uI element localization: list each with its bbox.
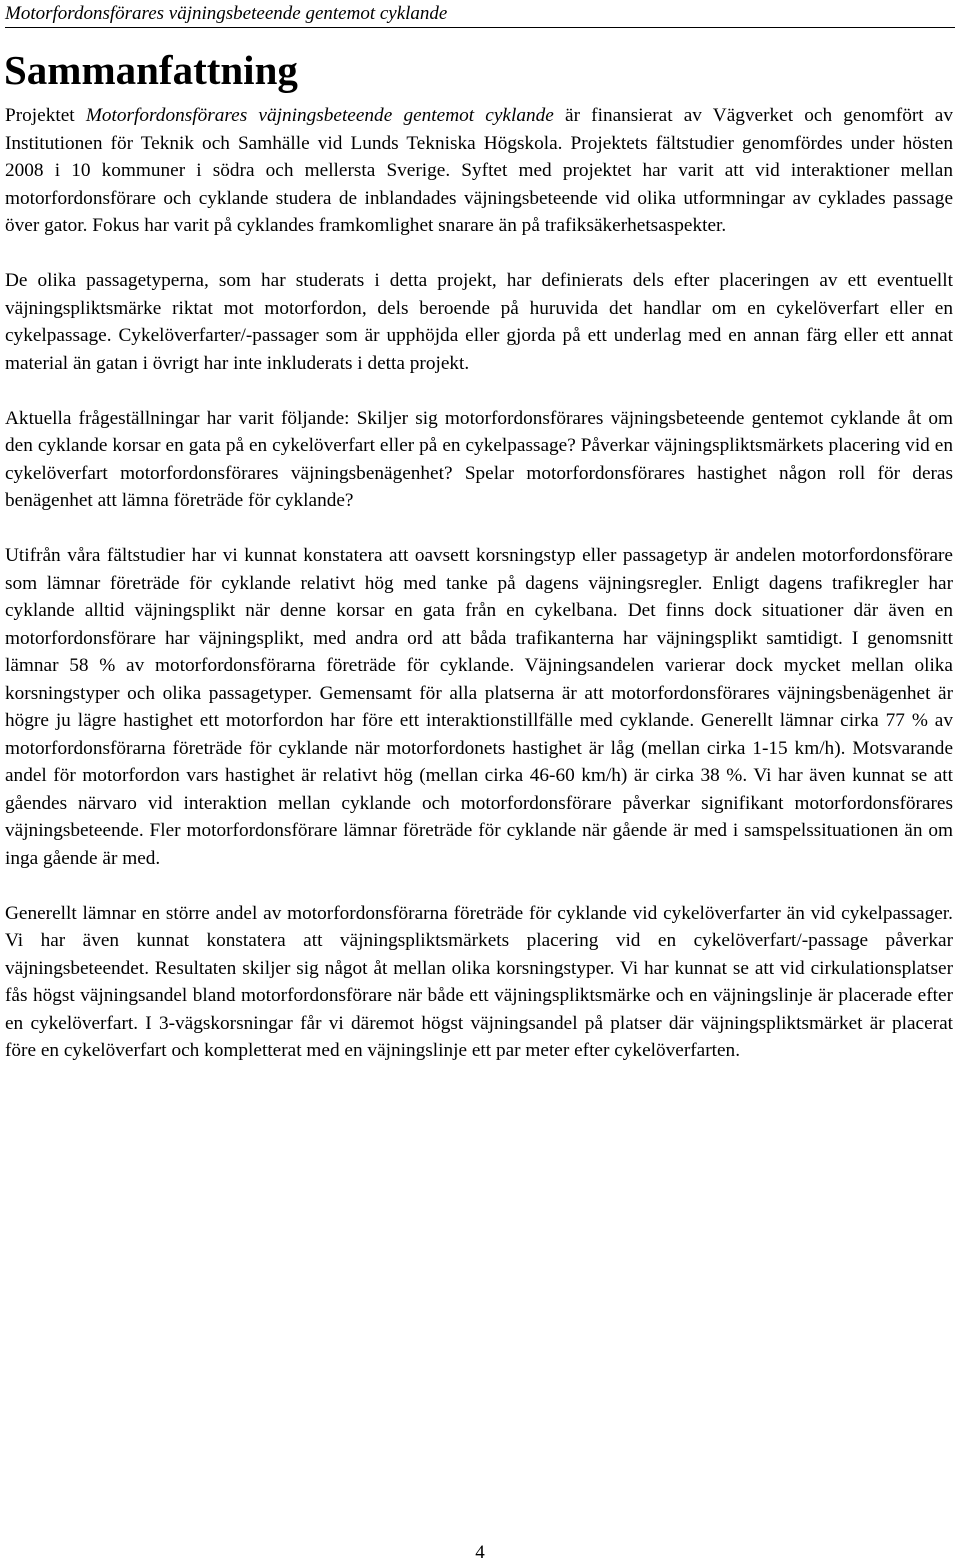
page-number: 4 [475, 1542, 485, 1563]
project-title: Motorfordonsförares väjningsbeteende gentemot cyklande [85, 105, 554, 126]
paragraph-3: Aktuella frågeställningar har varit följande: Skiljer sig motorfordonsförares väjningsbeteende gentemot cyklande åt om den cyklande korsar en gata på en cykelöverfart eller på en cykelpassage? Påverkar väjningspliktsmärkets placering vid en cykelöverfart motorfordonsförares väjningsbenägenhet? Spelar motorfordonsförares hastighet någon roll för deras benägenhet att lämna företräde för cyklande? [5, 407, 953, 511]
paragraph-4: Utifrån våra fältstudier har vi kunnat konstatera att oavsett korsningstyp eller passagetyp är andelen motorfordonsförare som lämnar företräde för cyklande relativt hög med tanke på dagens väjningsregler. Enligt dagens trafikregler har cyklande alltid väjningsplikt när denne korsar en gata från en cykelbana. Det finns dock situationer där även en motorfordonsförare har väjningsplikt, med andra ord att båda trafikanterna har väjningsplikt samtidigt. I genomsnitt lämnar 58 % av motorfordonsförarna företräde för cyklande. Väjningsandelen varierar dock mycket mellan olika korsningstyper och olika passagetyper. Gemensamt för alla platserna är att motorfordonsförares väjningsbenägenhet är högre ju lägre hastighet ett motorfordon har före ett interaktionstillfälle med cyklande. Generellt lämnar cirka 77 % av motorfordonsförarna företräde för cyklande när motorfordonets hastighet är låg (mellan cirka 1-15 km/h). Motsvarande andel för motorfordon vars hastighet är relativt hög (mellan cirka 46-60 km/h) är cirka 38 %. Vi har även kunnat se att gåendes närvaro vid interaktion mellan cyklande och motorfordonsförare påverkar signifikant motorfordonsförares väjningsbeteende. Fler motorfordonsförare lämnar företräde för cyklande när gående är med i samspelssituationen än om inga gående är med. [5, 545, 953, 869]
paragraph-1-prefix: Projektet [5, 105, 86, 126]
paragraph-2: De olika passagetyperna, som har studerats i detta projekt, har definierats dels efter placeringen av ett eventuellt väjningspliktsmärke riktat mot motorfordon, dels beroende på huruvida det handlar om en cykelöverfart eller en cykelpassage. Cykelöverfarter/-passager som är upphöjda eller gjorda på ett underlag med en annan färg eller ett annat material än gatan i övrigt har inte inkluderats i detta projekt. [5, 270, 953, 374]
running-header: Motorfordonsförares väjningsbeteende gentemot cyklande [5, 2, 955, 28]
paragraph-5: Generellt lämnar en större andel av motorfordonsförarna företräde för cyklande vid cykelöverfarter än vid cykelpassager. Vi har även kunnat konstatera att väjningspliktsmärkets placering vid en cykelöverfart/-passage påverkar väjningsbeteendet. Resultaten skiljer sig något åt mellan olika korsningstyper. Vi har kunnat se att vid cirkulationsplatser fås högst väjningsandel bland motorfordonsförare när både ett väjningspliktsmärke och en väjningslinje är placerade efter en cykelöverfart. I 3-vägskorsningar får vi däremot högst väjningsandel på platser där väjningspliktsmärket är placerat före en cykelöverfart och kompletterat med en väjningslinje ett par meter efter cykelöverfarten. [5, 902, 953, 1061]
paragraph-1 [5, 102, 953, 240]
page-title: Sammanfattning [4, 47, 298, 93]
body-text [5, 102, 953, 1092]
paragraph-1-rest: är finansierat av Vägverket och genomfört av Institutionen för Teknik och Samhälle vid Lunds Tekniska Högskola. Projektets fältstudier genomfördes under hösten 2008 i 10 kommuner i södra och mellersta Sverige. Syftet med projektet har varit att vid interaktioner mellan motorfordonsförare och cyklande studera de inblandades väjningsbeteende vid olika utformningar av cyklades passage över gator. Fokus har varit på cyklandes framkomlighet snarare än på trafiksäkerhetsaspekter. [5, 105, 953, 236]
